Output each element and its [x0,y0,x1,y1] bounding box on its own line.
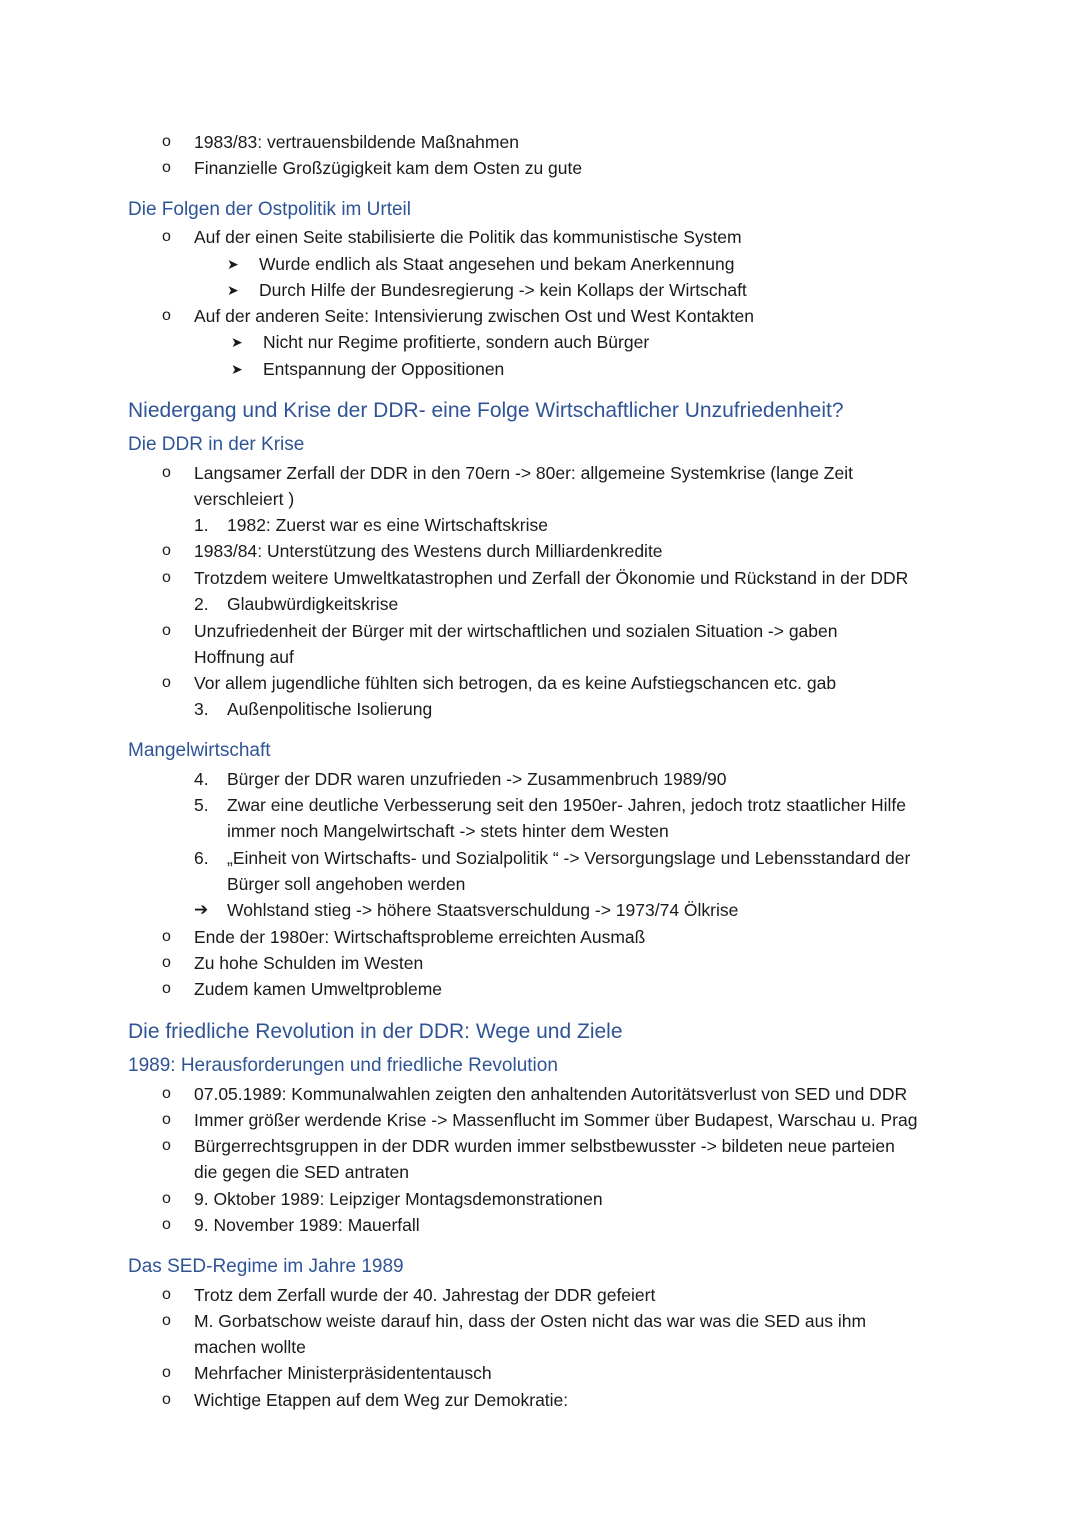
bullet-circle: o [162,1085,171,1102]
list-number: 5. [194,795,209,815]
bullet-circle: o [162,1216,171,1233]
list-item: 1983/83: vertrauensbildende Maßnahmen [194,132,519,152]
bullet-circle: o [162,1190,171,1207]
bullet-circle: o [162,569,171,586]
list-item: M. Gorbatschow weiste darauf hin, dass der Osten nicht das war was die SED aus ihm [194,1311,867,1331]
list-item: Auf der einen Seite stabilisierte die Politik das kommunistische System [194,227,742,247]
bullet-circle: o [162,980,171,997]
list-item: Durch Hilfe der Bundesregierung -> kein Kollaps der Wirtschaft [259,280,747,300]
bullet-circle: o [162,542,171,559]
numbered-item: Zwar eine deutliche Verbesserung seit den 1950er- Jahren, jedoch trotz staatlicher Hilfe [227,795,906,815]
list-item: Unzufriedenheit der Bürger mit der wirtschaftlichen und sozialen Situation -> gaben [194,621,838,641]
list-item: Mehrfacher Ministerpräsidententausch [194,1363,492,1383]
arrow-bullet-icon: ➤ [227,256,239,272]
list-item: Zu hohe Schulden im Westen [194,953,424,973]
list-item: Trotzdem weitere Umweltkatastrophen und Zerfall der Ökonomie und Rückstand in der DDR [194,568,909,588]
list-item: 07.05.1989: Kommunalwahlen zeigten den anhaltenden Autoritätsverlust von SED und DDR [194,1084,908,1104]
list-number: 6. [194,848,209,868]
list-item-continuation: machen wollte [194,1337,306,1357]
list-item: Trotz dem Zerfall wurde der 40. Jahrestag der DDR gefeiert [194,1285,656,1305]
numbered-item-continuation: immer noch Mangelwirtschaft -> stets hinter dem Westen [227,821,669,841]
arrow-bullet-icon: ➤ [231,334,243,350]
bullet-circle: o [162,622,171,639]
heading-1989: 1989: Herausforderungen und friedliche Revolution [128,1055,558,1076]
list-item: Vor allem jugendliche fühlten sich betrogen, da es keine Aufstiegschancen etc. gab [194,673,837,693]
list-item: Wichtige Etappen auf dem Weg zur Demokratie: [194,1390,569,1410]
heading-revolution: Die friedliche Revolution in der DDR: Wege und Ziele [128,1020,623,1043]
bullet-circle: o [162,307,171,324]
bullet-circle: o [162,1137,171,1154]
bullet-circle: o [162,464,171,481]
list-item: Bürgerrechtsgruppen in der DDR wurden immer selbstbewusster -> bildeten neue parteien [194,1136,895,1156]
list-item: Immer größer werdende Krise -> Massenflucht im Sommer über Budapest, Warschau u. Prag [194,1110,918,1130]
list-item: Zudem kamen Umweltprobleme [194,979,443,999]
list-number: 4. [194,769,209,789]
heading-krise: Die DDR in der Krise [128,434,305,455]
list-item-continuation: die gegen die SED antraten [194,1162,410,1182]
list-item: Auf der anderen Seite: Intensivierung zwischen Ost und West Kontakten [194,306,754,326]
numbered-item: Bürger der DDR waren unzufrieden -> Zusammenbruch 1989/90 [227,769,727,789]
list-item: Langsamer Zerfall der DDR in den 70ern -> 80er: allgemeine Systemkrise (lange Zeit [194,463,853,483]
bullet-circle: o [162,1111,171,1128]
bullet-circle: o [162,228,171,245]
list-item: 9. Oktober 1989: Leipziger Montagsdemonstrationen [194,1189,603,1209]
heading-mangelwirtschaft: Mangelwirtschaft [128,740,271,761]
arrow-bullet-icon: ➤ [231,361,243,377]
bullet-circle: o [162,133,171,150]
list-item: Nicht nur Regime profitierte, sondern auch Bürger [263,332,650,352]
list-item: Wurde endlich als Staat angesehen und bekam Anerkennung [259,254,735,274]
right-arrow-icon: ➔ [194,900,209,919]
bullet-circle: o [162,954,171,971]
list-item: Wohlstand stieg -> höhere Staatsverschuldung -> 1973/74 Ölkrise [227,900,739,920]
bullet-circle: o [162,1391,171,1408]
list-number: 2. [194,594,209,614]
list-number: 3. [194,699,209,719]
list-item: 1983/84: Unterstützung des Westens durch Milliardenkredite [194,541,663,561]
heading-folgen: Die Folgen der Ostpolitik im Urteil [128,199,411,220]
bullet-circle: o [162,674,171,691]
bullet-circle: o [162,159,171,176]
arrow-bullet-icon: ➤ [227,282,239,298]
numbered-item: 1982: Zuerst war es eine Wirtschaftskrise [227,515,548,535]
heading-niedergang: Niedergang und Krise der DDR- eine Folge Wirtschaftlicher Unzufriedenheit? [128,399,844,422]
numbered-item: Außenpolitische Isolierung [227,699,433,719]
bullet-circle: o [162,1286,171,1303]
list-item-continuation: verschleiert ) [194,489,295,509]
list-number: 1. [194,515,209,535]
list-item: Finanzielle Großzügigkeit kam dem Osten zu gute [194,158,583,178]
numbered-item: „Einheit von Wirtschafts- und Sozialpolitik “ -> Versorgungslage und Lebensstandard der [227,848,911,868]
bullet-circle: o [162,928,171,945]
list-item: 9. November 1989: Mauerfall [194,1215,420,1235]
bullet-circle: o [162,1364,171,1381]
numbered-item-continuation: Bürger soll angehoben werden [227,874,466,894]
numbered-item: Glaubwürdigkeitskrise [227,594,399,614]
list-item: Ende der 1980er: Wirtschaftsprobleme erreichten Ausmaß [194,927,646,947]
list-item: Entspannung der Oppositionen [263,359,505,379]
list-item-continuation: Hoffnung auf [194,647,294,667]
heading-sed-regime: Das SED-Regime im Jahre 1989 [128,1256,404,1277]
bullet-circle: o [162,1312,171,1329]
